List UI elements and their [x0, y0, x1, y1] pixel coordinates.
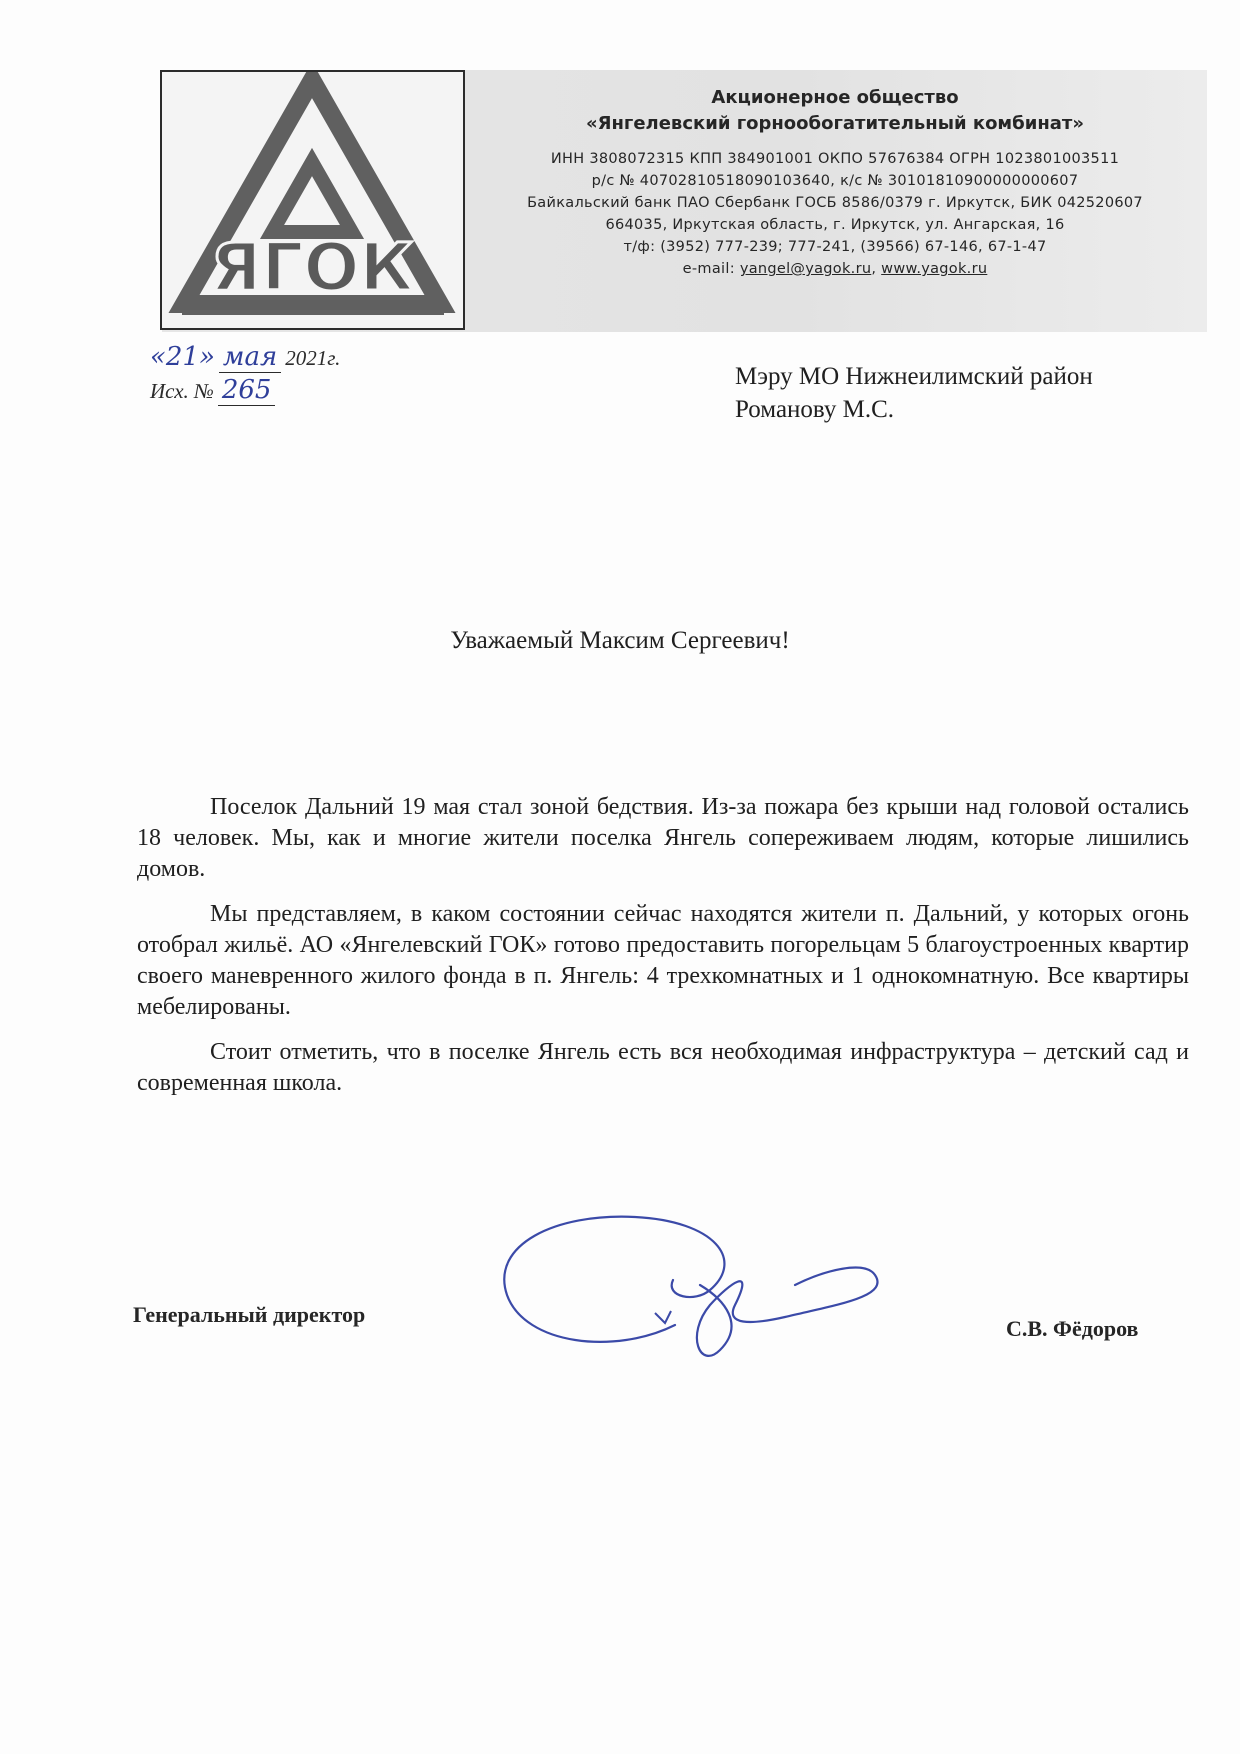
- company-address: 664035, Иркутская область, г. Иркутск, ул. Ангарская, 16: [605, 217, 1065, 233]
- outgoing-label: Исх. №: [150, 379, 214, 403]
- company-requisites-2: р/с № 40702810518090103640, к/с № 30101810900000000607: [591, 173, 1079, 189]
- handwritten-signature: [495, 1205, 905, 1365]
- date-year: 2021г.: [285, 346, 341, 370]
- date-month: мая: [219, 342, 281, 373]
- addressee: [735, 360, 1195, 426]
- date-block: [150, 342, 470, 406]
- company-contacts: [470, 258, 1200, 280]
- signatory-name: С.В. Фёдоров: [1006, 1316, 1139, 1341]
- email-label: e-mail:: [682, 261, 735, 277]
- body-paragraph-3: Стоит отметить, что в поселке Янгель есть вся необходимая инфраструктура – детский сад и современная школа.: [137, 1039, 1189, 1096]
- contacts-separator: ,: [871, 261, 877, 277]
- salutation: Уважаемый Максим Сергеевич!: [450, 627, 790, 654]
- logo-triangle-icon: [162, 72, 463, 328]
- company-phones: т/ф: (3952) 777-239; 777-241, (39566) 67-146, 67-1-47: [623, 239, 1047, 255]
- company-name: «Янгелевский горнообогатительный комбинат»: [586, 113, 1084, 134]
- letter-body: [137, 792, 1189, 1113]
- email-link[interactable]: yangel@yagok.ru: [739, 261, 872, 277]
- addressee-line-2: Романову М.С.: [735, 396, 895, 423]
- company-requisites-1: ИНН 3808072315 КПП 384901001 ОКПО 57676384 ОГРН 1023801003511: [550, 151, 1120, 167]
- svg-text:ЯГОК: ЯГОК: [210, 229, 414, 306]
- website-link[interactable]: www.yagok.ru: [881, 261, 988, 277]
- addressee-line-1: Мэру МО Нижнеилимский район: [735, 363, 1093, 390]
- company-type: Акционерное общество: [711, 87, 959, 108]
- company-requisites-3: Байкальский банк ПАО Сбербанк ГОСБ 8586/0379 г. Иркутск, БИК 042520607: [527, 195, 1143, 211]
- body-paragraph-1: Поселок Дальний 19 мая стал зоной бедствия. Из-за пожара без крыши над головой остались 18 человек. Мы, как и многие жители поселка Янгель сопереживаем людям, которые лишились домов.: [137, 794, 1189, 882]
- outgoing-number: 265: [218, 375, 276, 406]
- body-paragraph-2: Мы представляем, в каком состоянии сейчас находятся жители п. Дальний, у которых огонь отобрал жильё. АО «Янгелевский ГОК» готово предоставить погорельцам 5 благоустроенных квартир своего маневренного жилого фонда в п. Янгель: 4 трехкомнатных и 1 однокомнатную. Все квартиры мебелированы.: [137, 901, 1189, 1020]
- company-info: [470, 86, 1200, 280]
- date-day: «21»: [150, 342, 215, 372]
- company-logo: [160, 70, 465, 330]
- signatory-title: Генеральный директор: [133, 1302, 366, 1327]
